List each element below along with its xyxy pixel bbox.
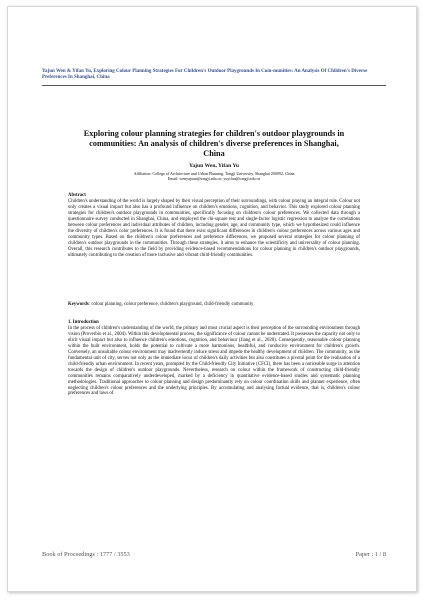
keywords-text: : colour planning, colour preference, children's playground, child-friendly community bbox=[88, 302, 254, 307]
intro-text: In the process of children's understanding of the world, the primary and most crucial aspect is their perception of the surrounding environment through vision (Proverbio et al., 2004). Within this developmental process, the significance of colour cannot be understated. It possesses the capacity not only to elicit visual impact but also to influence children's emotions, cognition, and behaviour (Jiang et al., 2020). Consequently, reasonable colour planning within the built environment, holds the potential to cultivate a more harmonious, healthful, and conducive environment for children's growth. Conversely, an unsuitable colour environment may inadvertently induce stress and impede the healthy development of children. The community, as the fundamental unit of city, serves not only as the immediate locus of children's daily activities but also constitutes a pivotal point for the realisation of a child-friendly urban environment. In recent years, prompted by the Child-friendly City Initiative (CFCI), there has been a noticeable surge in attention towards the design of children's outdoor playgrounds. Nevertheless, research on colour within the framework of constructing child-friendly communities remains comparatively underdeveloped, marked by a deficiency in quantitative evidence-based studies and systematic planning methodologies. Traditional approaches to colour planning and design predominantly rely on colour coordination skills and planner experience, often neglecting children's colour preferences and the underlying principles. By accumulating and analysing factual evidence, that is, children's colour preferences and laws of bbox=[68, 326, 360, 397]
running-head: Yajun Wen & Yifan Yu, Exploring Colour Planning Strategies For Children's Outdoor Playgrounds In Com-munities: An Analysis Of Children's Diverse Preferences In Shanghai, China bbox=[42, 69, 368, 81]
paper-title: Exploring colour planning strategies for children's outdoor playgrounds in communities: An analysis of children's diverse preferences in Shanghai, China bbox=[83, 129, 345, 159]
intro-heading: 1. Introduction bbox=[68, 320, 99, 325]
abstract-heading: Abstract bbox=[68, 193, 86, 198]
affiliation-block bbox=[42, 171, 386, 181]
affiliation: Affiliation: College of Architecture and Urban Planning, Tongji University, Shanghai 200092, China bbox=[133, 171, 295, 176]
footer-page-number: Paper : 1 / 8 bbox=[355, 551, 386, 558]
footer-proceedings: Book of Proceedings : 1777 / 3553 bbox=[42, 551, 130, 558]
paper-page bbox=[7, 6, 417, 592]
page-footer bbox=[42, 551, 386, 558]
header-rule bbox=[42, 85, 386, 86]
keywords-label: Keywords bbox=[68, 302, 89, 307]
abstract-text: Children's understanding of the world is largely shaped by their visual perception of their surroundings, with colour playing an integral role. Colour not only creates a visual impact but also has a profound influence on children's emotions, cognition, and behavior. This study explored colour planning strategies for children's outdoor playgrounds in communities, specifically focusing on children's colour preferences. We collected data through a questionnaire survey conducted in Shanghai, China, and employed the chi-square test and single-factor logistic regression to analyze the correlations between colour preferences and individual attributes of children, including gender, age, and community type, which we hypothesized could influence the diversity of children's color preferences. It is found that there exist significant differences in children's colour preferences across various ages and community types. Based on the children's colour preferences and preference differences, we proposed several strategies for colour planning of children's outdoor playgrounds in the communities. Through these strategies, it aims to enhance the scientificity and universality of colour planning. Overall, this research contributes to the field by providing evidence-based recommendations for colour planning in children's outdoor playgrounds, ultimately contributing to the creation of more inclusive and vibrant child-friendly communities. bbox=[68, 199, 360, 258]
authors: Yajun Wen, Yifan Yu bbox=[188, 163, 240, 169]
keywords bbox=[68, 302, 360, 308]
email: Email: wenyajuan@tongji.edu.cn; yuyifan@tongji.edu.cn bbox=[167, 176, 261, 181]
